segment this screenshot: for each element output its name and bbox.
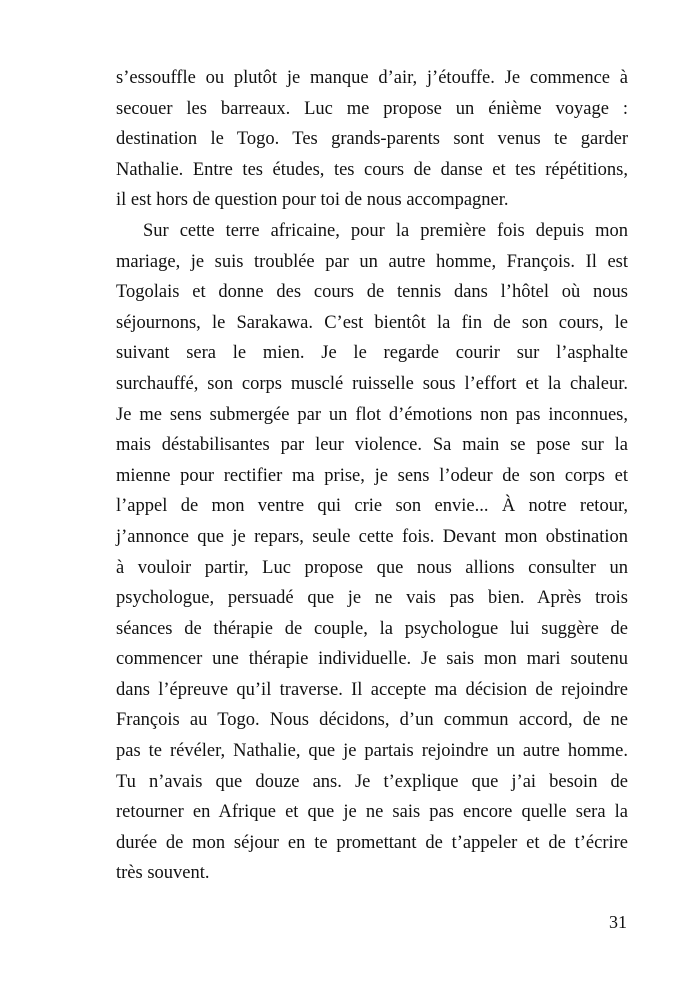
- text-line: pas te révéler, Nathalie, que je partais rejoindre un autre homme.: [116, 741, 628, 762]
- text-line: à vouloir partir, Luc propose que nous allions consulter un: [116, 557, 628, 578]
- text-line: destination le Togo. Tes grands-parents sont venus te garder: [116, 129, 628, 150]
- paragraph-2: [116, 216, 628, 889]
- text-line: commencer une thérapie individuelle. Je sais mon mari soutenu: [116, 649, 628, 670]
- text-line: mienne pour rectifier ma prise, je sens l’odeur de son corps et: [116, 465, 628, 486]
- text-line: très souvent.: [116, 863, 210, 884]
- paragraph-1: [116, 63, 628, 216]
- text-line: retourner en Afrique et que je ne sais pas encore quelle sera la: [116, 802, 628, 823]
- text-line: François au Togo. Nous décidons, d’un commun accord, de ne: [116, 710, 628, 731]
- text-line: l’appel de mon ventre qui crie son envie... À notre retour,: [116, 496, 628, 517]
- text-line: psychologue, persuadé que je ne vais pas bien. Après trois: [116, 588, 628, 609]
- text-line: séjournons, le Sarakawa. C’est bientôt la fin de son cours, le: [116, 312, 628, 333]
- text-line: Tu n’avais que douze ans. Je t’explique que j’ai besoin de: [116, 771, 628, 792]
- text-line: s’essouffle ou plutôt je manque d’air, j’étouffe. Je commence à: [116, 68, 628, 88]
- page-number: 31: [609, 912, 627, 932]
- text-line: suivant sera le mien. Je le regarde courir sur l’asphalte: [116, 343, 628, 364]
- text-line: mais déstabilisantes par leur violence. Sa main se pose sur la: [116, 435, 628, 456]
- text-line: il est hors de question pour toi de nous accompagner.: [116, 190, 509, 211]
- text-line: j’annonce que je repars, seule cette fois. Devant mon obstination: [116, 526, 628, 547]
- body-text: [116, 63, 628, 889]
- text-line: secouer les barreaux. Luc me propose un énième voyage :: [116, 98, 628, 119]
- text-line: Je me sens submergée par un flot d’émotions non pas inconnues,: [116, 404, 628, 425]
- text-line: séances de thérapie de couple, la psychologue lui suggère de: [116, 618, 628, 639]
- text-line: Nathalie. Entre tes études, tes cours de danse et tes répétitions,: [116, 159, 628, 180]
- text-line: Sur cette terre africaine, pour la première fois depuis mon: [143, 220, 628, 241]
- text-line: Togolais et donne des cours de tennis dans l’hôtel où nous: [116, 282, 628, 303]
- text-line: surchauffé, son corps musclé ruisselle sous l’effort et la chaleur.: [116, 373, 628, 394]
- text-line: durée de mon séjour en te promettant de t’appeler et de t’écrire: [116, 832, 628, 853]
- text-line: mariage, je suis troublée par un autre homme, François. Il est: [116, 251, 628, 272]
- text-line: dans l’épreuve qu’il traverse. Il accepte ma décision de rejoindre: [116, 679, 628, 700]
